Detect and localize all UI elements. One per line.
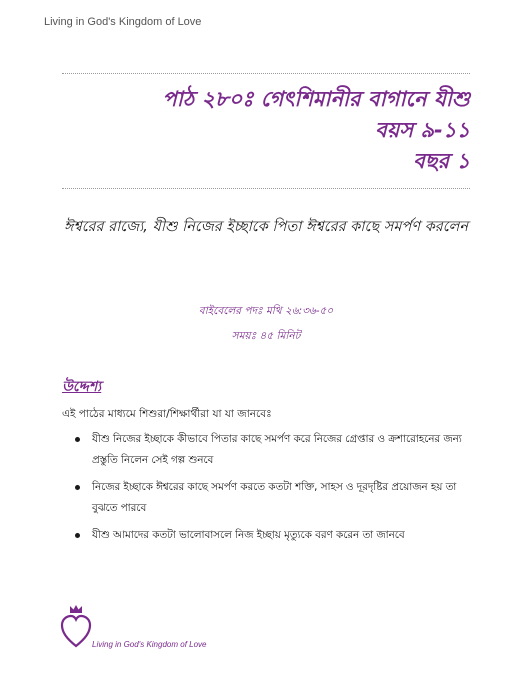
lesson-duration: সময়ঃ ৪৫ মিনিট [231, 330, 301, 342]
objectives-list [62, 429, 472, 552]
bible-reference: বাইবেলের পদঃ মথি ২৬:৩৬-৫০ [198, 305, 334, 317]
bullet-icon [75, 437, 80, 442]
footer-text: Living in God's Kingdom of Love [92, 640, 207, 649]
lesson-subtitle: ঈশ্বরের রাজ্যে, যীশু নিজের ইচ্ছাকে পিতা ঈশ্বরের কাছে সমর্পণ করলেন [63, 219, 468, 235]
crown-heart-icon [60, 604, 92, 650]
lesson-title: পাঠ ২৮০ঃ গেৎশিমানীর বাগানে যীশু [162, 87, 470, 111]
list-item [62, 429, 472, 471]
list-item [62, 477, 472, 519]
title-block [162, 84, 470, 177]
age-range: বয়স ৯-১১ [375, 118, 470, 142]
bullet-icon [75, 485, 80, 490]
objectives-intro: এই পাঠের মাধ্যমে শিশুরা/শিক্ষার্থীরা যা যা জানবেঃ [62, 408, 272, 420]
bullet-icon [75, 533, 80, 538]
list-item-text: যীশু আমাদের কতটা ভালোবাসলে নিজ ইচ্ছায় মৃত্যুকে বরণ করেন তা জানবে [92, 529, 405, 541]
bottom-divider [62, 188, 470, 189]
header-text: Living in God's Kingdom of Love [44, 16, 202, 28]
objectives-heading: উদ্দেশ্য [62, 379, 102, 395]
list-item [62, 525, 472, 546]
list-item-text: যীশু নিজের ইচ্ছাকে কীভাবে পিতার কাছে সমর্পণ করে নিজের গ্রেপ্তার ও ক্রশারোহনের জন্য প্রস্তুতি নিলেন সেই গল্প শুনবে [92, 433, 462, 466]
list-item-text: নিজের ইচ্ছাকে ঈশ্বরের কাছে সমর্পণ করতে কতটা শক্তি, সাহস ও দূরদৃষ্টির প্রয়োজন হয় তা বুঝতে পারবে [92, 481, 457, 514]
year-label: বছর ১ [413, 149, 470, 173]
top-divider [62, 73, 470, 74]
